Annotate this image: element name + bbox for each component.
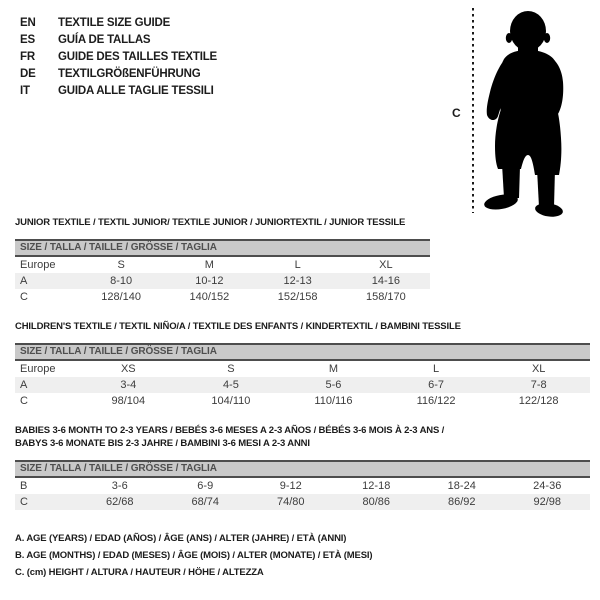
- cell: 3-4: [120, 379, 137, 391]
- cell: 12-13: [283, 275, 312, 287]
- lang-label: GUIDA ALLE TAGLIE TESSILI: [58, 85, 214, 97]
- lang-row-es: [20, 32, 217, 49]
- cell: 98/104: [111, 395, 146, 407]
- lang-row-en: [20, 15, 217, 32]
- cell: 116/122: [416, 395, 456, 407]
- table-row: [15, 361, 590, 377]
- lang-row-de: [20, 66, 217, 83]
- lang-label: TEXTILE SIZE GUIDE: [58, 17, 171, 29]
- language-title-block: [20, 15, 217, 100]
- cell: 62/68: [105, 496, 134, 508]
- cell: 18-24: [447, 480, 476, 492]
- row-label: B: [20, 480, 28, 492]
- legend-line-a: A. AGE (YEARS) / EDAD (AÑOS) / ÂGE (ANS) / ALTER (JAHRE) / ETÀ (ANNI): [15, 533, 347, 544]
- cell: 92/98: [533, 496, 562, 508]
- height-marker-label: C: [452, 106, 461, 120]
- cell: 122/128: [518, 395, 559, 407]
- cell: 6-7: [428, 379, 445, 391]
- babies-table-title-line2: BABYS 3-6 MONATE BIS 2-3 JAHRE / BAMBINI 3-6 MESI A 2-3 ANNI: [15, 438, 310, 449]
- lang-label: GUIDE DES TAILLES TEXTILE: [58, 51, 217, 63]
- children-table-section: [15, 320, 590, 409]
- row-label: Europe: [20, 363, 56, 375]
- lang-code: FR: [20, 51, 35, 63]
- children-table-title: CHILDREN'S TEXTILE / TEXTIL NIÑO/A / TEXTILE DES ENFANTS / KINDERTEXTIL / BAMBINI TESSILE: [15, 321, 461, 332]
- row-label: Europe: [20, 259, 56, 271]
- children-size-header: SIZE / TALLA / TAILLE / GRÖSSE / TAGLIA: [15, 343, 590, 361]
- cell: 152/158: [277, 291, 318, 303]
- cell: 7-8: [530, 379, 547, 391]
- cell: 68/74: [191, 496, 220, 508]
- table-row: [15, 393, 590, 409]
- cell: 158/170: [365, 291, 406, 303]
- row-label: C: [20, 291, 28, 303]
- cell: 8-10: [110, 275, 133, 287]
- lang-code: EN: [20, 17, 36, 29]
- table-row: [15, 494, 590, 510]
- cell: L: [294, 259, 301, 271]
- table-row: [15, 289, 430, 305]
- junior-table-title: JUNIOR TEXTILE / TEXTIL JUNIOR/ TEXTILE JUNIOR / JUNIORTEXTIL / JUNIOR TESSILE: [15, 217, 406, 228]
- height-dotted-line: [472, 8, 474, 213]
- cell: 6-9: [197, 480, 214, 492]
- cell: M: [204, 259, 214, 271]
- cell: M: [328, 363, 339, 375]
- cell: XL: [379, 259, 393, 271]
- babies-table-section: [15, 424, 590, 510]
- legend-block: [15, 530, 372, 581]
- cell: 74/80: [276, 496, 305, 508]
- cell: 104/110: [211, 395, 251, 407]
- cell: 86/92: [447, 496, 476, 508]
- cell: L: [433, 363, 440, 375]
- cell: 110/116: [314, 395, 353, 407]
- lang-code: DE: [20, 68, 36, 80]
- lang-code: IT: [20, 85, 30, 97]
- cell: XL: [531, 363, 546, 375]
- legend-line-b: B. AGE (MONTHS) / EDAD (MESES) / ÂGE (MOIS) / ALTER (MONATE) / ETÀ (MESI): [15, 550, 373, 561]
- lang-row-fr: [20, 49, 217, 66]
- cell: 12-18: [362, 480, 391, 492]
- legend-line-c: C. (cm) HEIGHT / ALTURA / HAUTEUR / HÖHE / ALTEZZA: [15, 567, 264, 578]
- cell: 14-16: [371, 275, 400, 287]
- cell: 3-6: [111, 480, 128, 492]
- cell: 10-12: [195, 275, 224, 287]
- cell: XS: [120, 363, 136, 375]
- lang-row-it: [20, 83, 217, 100]
- babies-size-header: SIZE / TALLA / TAILLE / GRÖSSE / TAGLIA: [15, 460, 590, 478]
- cell: 5-6: [325, 379, 342, 391]
- row-label: A: [20, 379, 28, 391]
- baby-silhouette-icon: [478, 6, 578, 219]
- lang-label: GUÍA DE TALLAS: [58, 34, 151, 46]
- table-row: [15, 478, 590, 494]
- cell: 24-36: [533, 480, 562, 492]
- cell: S: [117, 259, 125, 271]
- cell: 80/86: [362, 496, 391, 508]
- cell: S: [227, 363, 235, 375]
- cell: 4-5: [222, 379, 239, 391]
- cell: 140/152: [189, 291, 230, 303]
- table-row: [15, 273, 430, 289]
- junior-table-section: [15, 216, 430, 305]
- row-label: C: [20, 496, 28, 508]
- cell: 128/140: [101, 291, 141, 303]
- table-row: [15, 377, 590, 393]
- babies-table-title-line1: BABIES 3-6 MONTH TO 2-3 YEARS / BEBÉS 3-6 MESES A 2-3 AÑOS / BÉBÉS 3-6 MOIS À 2-3 ANS /: [15, 425, 445, 436]
- lang-code: ES: [20, 34, 35, 46]
- cell: 9-12: [279, 480, 302, 492]
- lang-label: TEXTILGRÖßENFÜHRUNG: [58, 68, 201, 80]
- row-label: A: [20, 275, 28, 287]
- table-row: [15, 257, 430, 273]
- row-label: C: [20, 395, 28, 407]
- junior-size-header: SIZE / TALLA / TAILLE / GRÖSSE / TAGLIA: [15, 239, 430, 257]
